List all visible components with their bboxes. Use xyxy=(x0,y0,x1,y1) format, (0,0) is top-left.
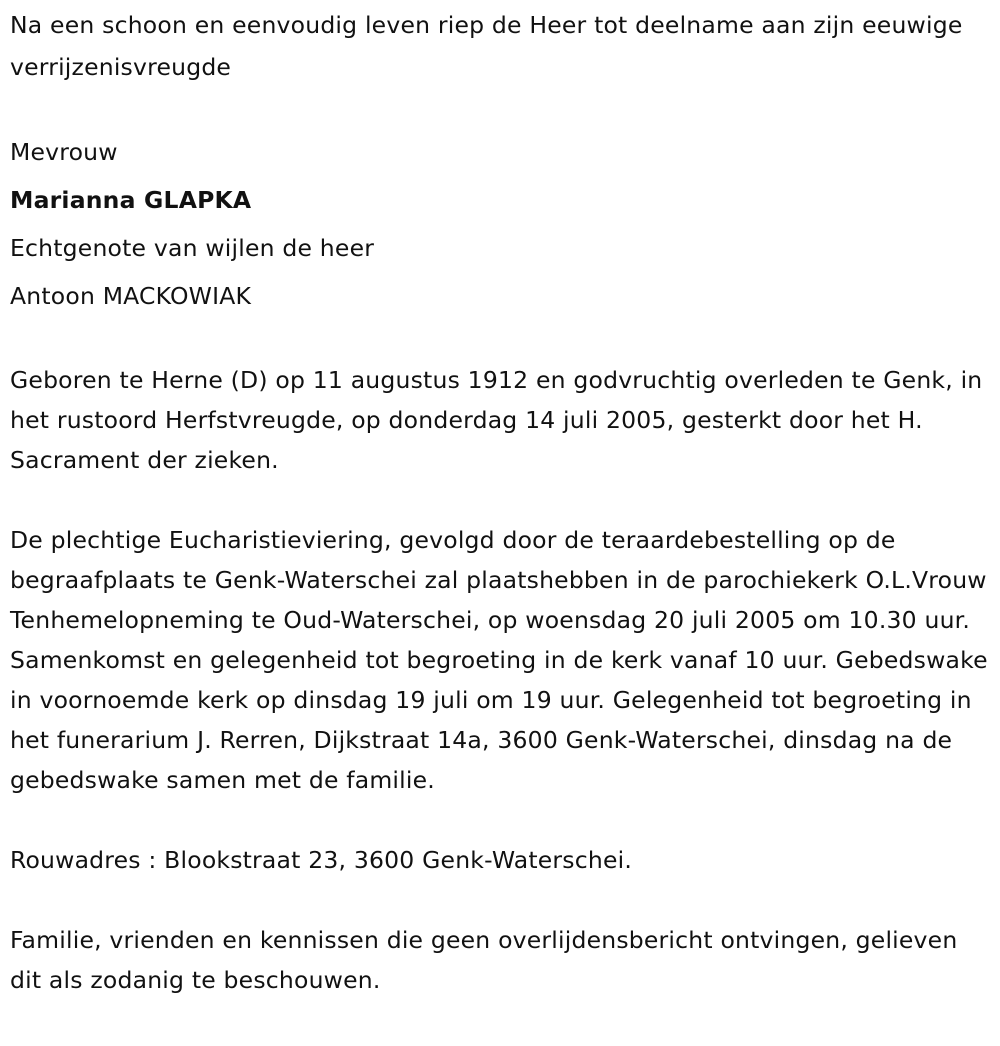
intro-text: Na een schoon en eenvoudig leven riep de Heer tot deelname aan zijn eeuwige verrijzenisvreugde xyxy=(10,11,963,81)
spouse-line-2: Antoon MACKOWIAK xyxy=(10,282,252,310)
spacer xyxy=(10,88,990,128)
spacer xyxy=(10,880,990,920)
spacer xyxy=(10,800,990,840)
birth-death-paragraph: Geboren te Herne (D) op 11 augustus 1912 en godvruchtig overleden te Genk, in het rustoord Herfstvreugde, op donderdag 14 juli 2005, gesterkt door het H. Sacrament der zieken. xyxy=(10,366,983,474)
spacer xyxy=(10,320,990,360)
spacer xyxy=(10,480,990,520)
deceased-name: Marianna GLAPKA xyxy=(10,186,252,214)
ceremony-paragraph: De plechtige Eucharistieviering, gevolgd door de teraardebestelling op de begraafplaats te Genk-Waterschei zal plaatshebben in de parochiekerk O.L.Vrouw Tenhemelopneming te Oud-Waterschei, op woensdag 20 juli 2005 om 10.30 uur. Samenkomst en gelegenheid tot begroeting in de kerk vanaf 10 uur. Gebedswake in voornoemde kerk op dinsdag 19 juli om 19 uur. Gelegenheid tot begroeting in het funerarium J. Rerren, Dijkstraat 14a, 3600 Genk-Waterschei, dinsdag na de gebedswake samen met de familie. xyxy=(10,526,988,794)
closing-paragraph: Familie, vrienden en kennissen die geen overlijdensbericht ontvingen, gelieven dit als zodanig te beschouwen. xyxy=(10,926,958,994)
honorific: Mevrouw xyxy=(10,138,118,166)
mourning-address: Rouwadres : Blookstraat 23, 3600 Genk-Waterschei. xyxy=(10,846,633,874)
spouse-line-1: Echtgenote van wijlen de heer xyxy=(10,234,375,262)
